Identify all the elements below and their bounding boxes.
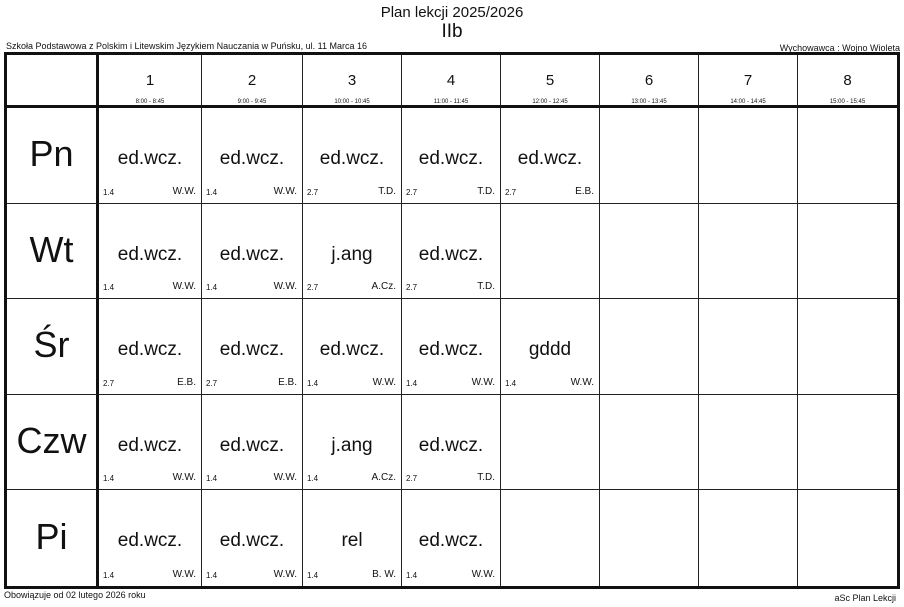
empty-cell <box>699 299 798 395</box>
period-number: 1 <box>145 72 155 89</box>
lesson-room: 1.4 <box>307 570 319 580</box>
class-name: IIb <box>441 21 463 42</box>
period-number: 7 <box>743 72 753 89</box>
empty-cell <box>600 299 699 395</box>
period-time: 14:00 - 14:45 <box>730 99 766 105</box>
lesson-subject: j.ang <box>331 243 373 265</box>
generator-credit: aSc Plan Lekcji <box>834 593 896 603</box>
lesson-teacher: E.B. <box>575 185 594 197</box>
period-time: 12:00 - 12:45 <box>532 99 568 105</box>
lesson-cell <box>303 395 402 491</box>
lesson-teacher: W.W. <box>471 376 495 388</box>
empty-cell <box>501 204 600 300</box>
lesson-cell <box>99 108 202 204</box>
day-header <box>7 204 99 300</box>
lesson-room: 1.4 <box>406 570 418 580</box>
lesson-room: 2.7 <box>505 187 517 197</box>
lesson-teacher: W.W. <box>570 376 594 388</box>
lesson-teacher: W.W. <box>372 376 396 388</box>
lesson-cell <box>202 108 303 204</box>
empty-cell <box>600 108 699 204</box>
period-header <box>402 55 501 108</box>
day-header <box>7 299 99 395</box>
lesson-room: 2.7 <box>406 283 418 293</box>
lesson-cell <box>402 490 501 586</box>
lesson-subject: ed.wcz. <box>319 148 385 169</box>
lesson-cell <box>99 299 202 395</box>
lesson-room: 2.7 <box>307 187 319 197</box>
empty-cell <box>501 395 600 491</box>
lesson-teacher: W.W. <box>172 185 196 197</box>
empty-cell <box>699 490 798 586</box>
lesson-room: 1.4 <box>307 474 319 484</box>
timetable-grid <box>4 52 900 589</box>
period-number: 8 <box>843 72 852 89</box>
lesson-subject: ed.wcz. <box>117 243 183 265</box>
lesson-subject: ed.wcz. <box>418 434 484 456</box>
lesson-subject: rel <box>341 530 363 552</box>
empty-cell <box>798 108 897 204</box>
lesson-subject: gddd <box>528 339 572 361</box>
class-tutor: Wychowawca : Wojno Wioleta <box>779 43 900 53</box>
lesson-teacher: B. W. <box>372 568 396 580</box>
period-header <box>600 55 699 108</box>
lesson-teacher: W.W. <box>172 281 196 293</box>
empty-cell <box>798 299 897 395</box>
lesson-cell <box>303 204 402 300</box>
lesson-subject: ed.wcz. <box>117 530 183 552</box>
lesson-teacher: T.D. <box>477 281 495 293</box>
empty-cell <box>501 490 600 586</box>
lesson-cell <box>202 204 303 300</box>
lesson-cell <box>402 204 501 300</box>
lesson-subject: j.ang <box>331 434 373 456</box>
lesson-cell <box>402 108 501 204</box>
period-header <box>202 55 303 108</box>
period-time: 10:00 - 10:45 <box>334 99 370 105</box>
lesson-teacher: W.W. <box>273 472 297 484</box>
period-number: 4 <box>446 72 456 89</box>
lesson-subject: ed.wcz. <box>418 243 484 265</box>
school-name: Szkoła Podstawowa z Polskim i Litewskim Językiem Nauczania w Puńsku, ul. 11 Marca 16 <box>6 41 367 51</box>
valid-from-note: Obowiązuje od 02 lutego 2026 roku <box>4 590 146 600</box>
period-time: 11:00 - 11:45 <box>433 99 469 105</box>
lesson-subject: ed.wcz. <box>418 148 484 169</box>
empty-cell <box>798 490 897 586</box>
empty-cell <box>798 395 897 491</box>
day-header <box>7 108 99 204</box>
lesson-room: 1.4 <box>206 474 218 484</box>
day-header <box>7 395 99 491</box>
lesson-subject: ed.wcz. <box>117 434 183 456</box>
empty-cell <box>600 490 699 586</box>
period-time: 15:00 - 15:45 <box>829 99 866 105</box>
lesson-subject: ed.wcz. <box>219 148 285 169</box>
lesson-room: 1.4 <box>103 283 115 293</box>
lesson-teacher: T.D. <box>477 472 495 484</box>
lesson-room: 2.7 <box>103 378 115 388</box>
lesson-teacher: W.W. <box>172 568 196 580</box>
lesson-teacher: T.D. <box>378 185 396 197</box>
lesson-room: 1.4 <box>307 378 319 388</box>
period-header <box>99 55 202 108</box>
corner-cell <box>7 55 99 108</box>
period-header <box>699 55 798 108</box>
lesson-cell <box>501 299 600 395</box>
lesson-subject: ed.wcz. <box>418 339 484 361</box>
lesson-room: 1.4 <box>103 570 115 580</box>
period-time: 9:00 - 9:45 <box>237 99 267 105</box>
page-title: Plan lekcji 2025/2026 <box>380 4 524 21</box>
lesson-cell <box>303 299 402 395</box>
lesson-teacher: A.Cz. <box>371 472 396 484</box>
day-name: Czw <box>16 420 87 462</box>
period-number: 3 <box>347 72 357 89</box>
lesson-teacher: W.W. <box>172 472 196 484</box>
empty-cell <box>798 204 897 300</box>
empty-cell <box>699 395 798 491</box>
lesson-room: 2.7 <box>406 474 418 484</box>
lesson-subject: ed.wcz. <box>117 339 183 361</box>
period-header <box>798 55 897 108</box>
lesson-teacher: W.W. <box>273 185 297 197</box>
lesson-teacher: E.B. <box>278 376 297 388</box>
lesson-cell <box>202 395 303 491</box>
empty-cell <box>600 395 699 491</box>
lesson-room: 1.4 <box>206 187 218 197</box>
lesson-subject: ed.wcz. <box>418 530 484 552</box>
lesson-room: 2.7 <box>307 283 319 293</box>
period-number: 2 <box>247 72 257 89</box>
day-name: Wt <box>29 229 74 271</box>
day-header <box>7 490 99 586</box>
period-time: 13:00 - 13:45 <box>631 99 667 105</box>
lesson-subject: ed.wcz. <box>219 434 285 456</box>
lesson-teacher: T.D. <box>477 185 495 197</box>
period-number: 6 <box>644 72 654 89</box>
lesson-teacher: W.W. <box>273 281 297 293</box>
lesson-room: 1.4 <box>505 378 517 388</box>
day-name: Pi <box>35 516 68 558</box>
lesson-room: 1.4 <box>406 378 418 388</box>
lesson-cell <box>402 395 501 491</box>
lesson-cell <box>303 108 402 204</box>
lesson-room: 2.7 <box>406 187 418 197</box>
lesson-teacher: W.W. <box>471 568 495 580</box>
lesson-teacher: A.Cz. <box>371 281 396 293</box>
lesson-room: 1.4 <box>103 187 115 197</box>
lesson-subject: ed.wcz. <box>117 148 183 169</box>
lesson-cell <box>202 299 303 395</box>
lesson-subject: ed.wcz. <box>219 243 285 265</box>
day-name: Pn <box>29 133 74 175</box>
period-number: 5 <box>545 72 555 89</box>
day-name: Śr <box>33 324 70 366</box>
lesson-room: 2.7 <box>206 378 218 388</box>
lesson-subject: ed.wcz. <box>219 339 285 361</box>
lesson-room: 1.4 <box>103 474 115 484</box>
lesson-room: 1.4 <box>206 570 218 580</box>
empty-cell <box>699 108 798 204</box>
lesson-subject: ed.wcz. <box>517 148 583 169</box>
lesson-cell <box>99 204 202 300</box>
lesson-cell <box>99 490 202 586</box>
period-header <box>303 55 402 108</box>
lesson-cell <box>402 299 501 395</box>
empty-cell <box>600 204 699 300</box>
lesson-cell <box>303 490 402 586</box>
lesson-cell <box>501 108 600 204</box>
lesson-subject: ed.wcz. <box>219 530 285 552</box>
lesson-cell <box>99 395 202 491</box>
lesson-teacher: W.W. <box>273 568 297 580</box>
empty-cell <box>699 204 798 300</box>
period-header <box>501 55 600 108</box>
period-time: 8:00 - 8:45 <box>135 99 165 105</box>
lesson-cell <box>202 490 303 586</box>
lesson-teacher: E.B. <box>177 376 196 388</box>
lesson-subject: ed.wcz. <box>319 339 385 361</box>
lesson-room: 1.4 <box>206 283 218 293</box>
